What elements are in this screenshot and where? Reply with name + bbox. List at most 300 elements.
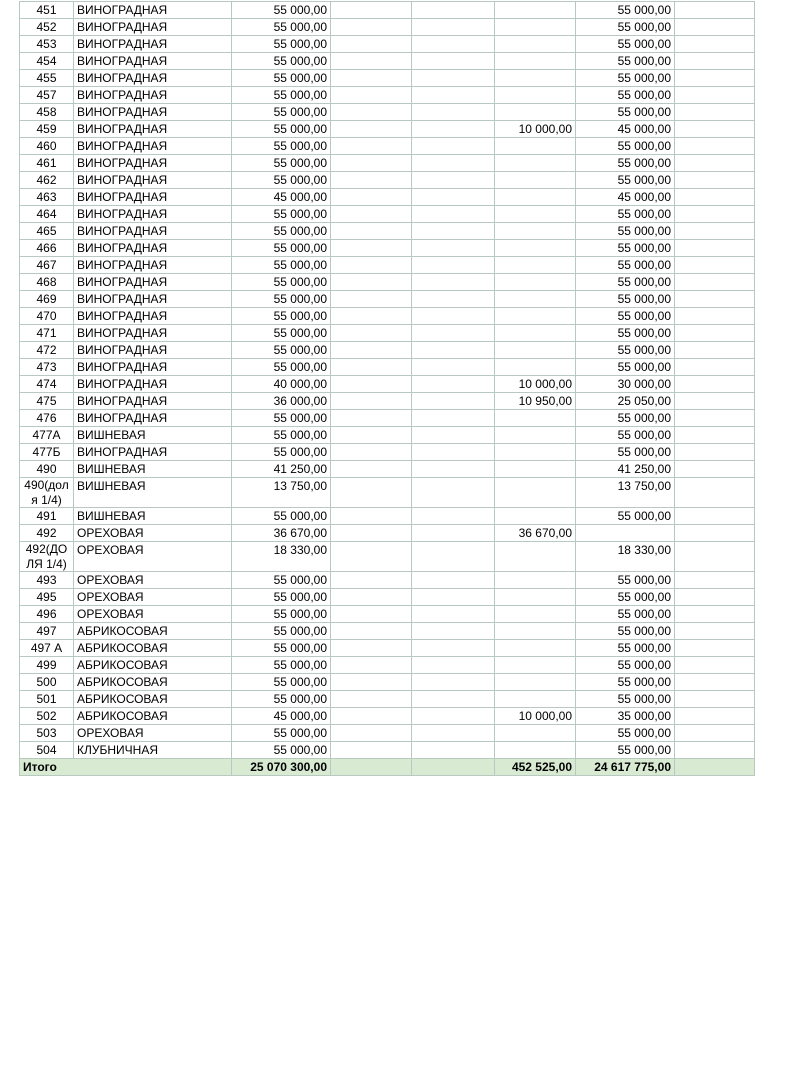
- cell-col4: [412, 742, 495, 759]
- cell-lot-number: 470: [20, 308, 74, 325]
- cell-street: ВИНОГРАДНАЯ: [74, 189, 232, 206]
- cell-charged: 55 000,00: [232, 308, 331, 325]
- table-row: [20, 70, 755, 87]
- cell-col3: [331, 376, 412, 393]
- cell-lot-number: 473: [20, 359, 74, 376]
- cell-paid: [495, 427, 576, 444]
- cell-col3: [331, 691, 412, 708]
- cell-street: ОРЕХОВАЯ: [74, 542, 232, 572]
- cell-street: АБРИКОСОВАЯ: [74, 623, 232, 640]
- cell-col4: [412, 121, 495, 138]
- cell-balance: 55 000,00: [576, 138, 675, 155]
- cell-col4: [412, 53, 495, 70]
- table-row: [20, 691, 755, 708]
- table-row: [20, 87, 755, 104]
- cell-col3: [331, 121, 412, 138]
- cell-col4: [412, 359, 495, 376]
- cell-balance: 25 050,00: [576, 393, 675, 410]
- cell-balance: 35 000,00: [576, 708, 675, 725]
- cell-col3: [331, 274, 412, 291]
- cell-col3: [331, 359, 412, 376]
- cell-col3: [331, 189, 412, 206]
- cell-lot-number: 477А: [20, 427, 74, 444]
- cell-charged: 55 000,00: [232, 606, 331, 623]
- cell-col4: [412, 708, 495, 725]
- cell-balance: 55 000,00: [576, 240, 675, 257]
- cell-charged: 55 000,00: [232, 725, 331, 742]
- table-row: [20, 2, 755, 19]
- total-row: [20, 759, 755, 776]
- cell-lot-number: 471: [20, 325, 74, 342]
- cell-balance: 55 000,00: [576, 104, 675, 121]
- cell-col7: [675, 427, 755, 444]
- cell-street: ОРЕХОВАЯ: [74, 525, 232, 542]
- cell-col7: [675, 121, 755, 138]
- cell-street: ВИНОГРАДНАЯ: [74, 257, 232, 274]
- cell-balance: 45 000,00: [576, 121, 675, 138]
- cell-col7: [675, 508, 755, 525]
- cell-col3: [331, 461, 412, 478]
- cell-paid: [495, 542, 576, 572]
- cell-lot-number: 497: [20, 623, 74, 640]
- cell-col7: [675, 376, 755, 393]
- cell-col7: [675, 206, 755, 223]
- cell-col3: [331, 525, 412, 542]
- table-row: [20, 308, 755, 325]
- cell-lot-number: 496: [20, 606, 74, 623]
- cell-col3: [331, 325, 412, 342]
- total-label: Итого: [20, 759, 232, 776]
- cell-col7: [675, 36, 755, 53]
- cell-col4: [412, 257, 495, 274]
- cell-col3: [331, 508, 412, 525]
- cell-col4: [412, 138, 495, 155]
- cell-street: ВИНОГРАДНАЯ: [74, 19, 232, 36]
- cell-street: ОРЕХОВАЯ: [74, 725, 232, 742]
- cell-balance: 55 000,00: [576, 2, 675, 19]
- cell-col7: [675, 342, 755, 359]
- cell-street: ОРЕХОВАЯ: [74, 606, 232, 623]
- cell-col4: [412, 691, 495, 708]
- cell-lot-number: 491: [20, 508, 74, 525]
- cell-col4: [412, 172, 495, 189]
- cell-lot-number: 492(ДОЛЯ 1/4): [20, 542, 74, 572]
- cell-lot-number: 465: [20, 223, 74, 240]
- cell-paid: [495, 589, 576, 606]
- cell-charged: 41 250,00: [232, 461, 331, 478]
- cell-paid: [495, 725, 576, 742]
- cell-col7: [675, 708, 755, 725]
- cell-paid: [495, 19, 576, 36]
- cell-paid: [495, 257, 576, 274]
- cell-col3: [331, 104, 412, 121]
- cell-col4: [412, 542, 495, 572]
- cell-street: ОРЕХОВАЯ: [74, 572, 232, 589]
- cell-col3: [331, 742, 412, 759]
- cell-lot-number: 490: [20, 461, 74, 478]
- total-balance: 24 617 775,00: [576, 759, 675, 776]
- cell-balance: 55 000,00: [576, 589, 675, 606]
- cell-charged: 55 000,00: [232, 342, 331, 359]
- cell-lot-number: 452: [20, 19, 74, 36]
- cell-charged: 55 000,00: [232, 657, 331, 674]
- table-row: [20, 572, 755, 589]
- cell-col3: [331, 36, 412, 53]
- cell-street: ВИНОГРАДНАЯ: [74, 342, 232, 359]
- cell-col3: [331, 393, 412, 410]
- cell-street: ВИНОГРАДНАЯ: [74, 393, 232, 410]
- cell-lot-number: 472: [20, 342, 74, 359]
- cell-col4: [412, 70, 495, 87]
- cell-col4: [412, 393, 495, 410]
- cell-col7: [675, 223, 755, 240]
- cell-charged: 55 000,00: [232, 640, 331, 657]
- cell-street: КЛУБНИЧНАЯ: [74, 742, 232, 759]
- cell-paid: [495, 444, 576, 461]
- cell-charged: 55 000,00: [232, 87, 331, 104]
- cell-col4: [412, 427, 495, 444]
- cell-col7: [675, 606, 755, 623]
- cell-lot-number: 497 А: [20, 640, 74, 657]
- cell-charged: 55 000,00: [232, 291, 331, 308]
- cell-col3: [331, 478, 412, 508]
- cell-lot-number: 468: [20, 274, 74, 291]
- cell-lot-number: 462: [20, 172, 74, 189]
- cell-col7: [675, 87, 755, 104]
- cell-balance: 55 000,00: [576, 359, 675, 376]
- cell-street: ВИНОГРАДНАЯ: [74, 223, 232, 240]
- cell-street: ВИШНЕВАЯ: [74, 461, 232, 478]
- cell-col7: [675, 589, 755, 606]
- table-row: [20, 640, 755, 657]
- table-row: [20, 53, 755, 70]
- table-row: [20, 121, 755, 138]
- cell-col4: [412, 274, 495, 291]
- cell-col7: [675, 19, 755, 36]
- cell-charged: 55 000,00: [232, 572, 331, 589]
- cell-paid: [495, 206, 576, 223]
- table-row: [20, 138, 755, 155]
- cell-charged: 55 000,00: [232, 359, 331, 376]
- cell-street: АБРИКОСОВАЯ: [74, 640, 232, 657]
- table-row: [20, 19, 755, 36]
- cell-street: ОРЕХОВАЯ: [74, 589, 232, 606]
- table-row: [20, 104, 755, 121]
- cell-col3: [331, 155, 412, 172]
- cell-street: ВИНОГРАДНАЯ: [74, 444, 232, 461]
- cell-street: АБРИКОСОВАЯ: [74, 691, 232, 708]
- cell-balance: 55 000,00: [576, 87, 675, 104]
- table-row: [20, 461, 755, 478]
- cell-col4: [412, 87, 495, 104]
- cell-col3: [331, 138, 412, 155]
- cell-col4: [412, 240, 495, 257]
- cell-col4: [412, 206, 495, 223]
- table-row: [20, 206, 755, 223]
- cell-charged: 55 000,00: [232, 240, 331, 257]
- cell-col3: [331, 542, 412, 572]
- cell-street: ВИНОГРАДНАЯ: [74, 274, 232, 291]
- cell-lot-number: 457: [20, 87, 74, 104]
- cell-lot-number: 453: [20, 36, 74, 53]
- cell-balance: 18 330,00: [576, 542, 675, 572]
- cell-lot-number: 464: [20, 206, 74, 223]
- cell-paid: [495, 325, 576, 342]
- cell-lot-number: 503: [20, 725, 74, 742]
- cell-col7: [675, 393, 755, 410]
- cell-col7: [675, 138, 755, 155]
- cell-balance: 30 000,00: [576, 376, 675, 393]
- cell-paid: [495, 478, 576, 508]
- cell-col3: [331, 640, 412, 657]
- cell-lot-number: 466: [20, 240, 74, 257]
- cell-paid: 10 000,00: [495, 376, 576, 393]
- cell-balance: 55 000,00: [576, 223, 675, 240]
- cell-street: ВИНОГРАДНАЯ: [74, 2, 232, 19]
- cell-paid: [495, 172, 576, 189]
- cell-lot-number: 492: [20, 525, 74, 542]
- cell-charged: 55 000,00: [232, 19, 331, 36]
- cell-col4: [412, 589, 495, 606]
- total-paid: 452 525,00: [495, 759, 576, 776]
- cell-col7: [675, 444, 755, 461]
- table-row: [20, 189, 755, 206]
- table-row: [20, 257, 755, 274]
- cell-balance: 55 000,00: [576, 206, 675, 223]
- cell-col7: [675, 172, 755, 189]
- cell-col7: [675, 291, 755, 308]
- cell-paid: [495, 342, 576, 359]
- cell-charged: 55 000,00: [232, 274, 331, 291]
- cell-paid: [495, 657, 576, 674]
- cell-col3: [331, 606, 412, 623]
- cell-balance: 55 000,00: [576, 691, 675, 708]
- cell-col3: [331, 410, 412, 427]
- cell-col3: [331, 427, 412, 444]
- cell-col7: [675, 525, 755, 542]
- cell-street: ВИНОГРАДНАЯ: [74, 410, 232, 427]
- cell-col7: [675, 725, 755, 742]
- cell-balance: 55 000,00: [576, 308, 675, 325]
- cell-street: ВИНОГРАДНАЯ: [74, 104, 232, 121]
- cell-col3: [331, 308, 412, 325]
- cell-col3: [331, 589, 412, 606]
- cell-charged: 13 750,00: [232, 478, 331, 508]
- cell-col3: [331, 572, 412, 589]
- table-row: [20, 708, 755, 725]
- cell-street: ВИНОГРАДНАЯ: [74, 376, 232, 393]
- data-table: [19, 1, 755, 776]
- cell-col4: [412, 325, 495, 342]
- table-row: [20, 342, 755, 359]
- cell-balance: 55 000,00: [576, 274, 675, 291]
- cell-col3: [331, 725, 412, 742]
- cell-charged: 45 000,00: [232, 708, 331, 725]
- cell-col7: [675, 623, 755, 640]
- cell-col4: [412, 223, 495, 240]
- cell-balance: 55 000,00: [576, 70, 675, 87]
- cell-street: ВИНОГРАДНАЯ: [74, 172, 232, 189]
- cell-balance: 55 000,00: [576, 410, 675, 427]
- cell-col4: [412, 291, 495, 308]
- cell-col3: [331, 206, 412, 223]
- table-row: [20, 542, 755, 572]
- cell-charged: 55 000,00: [232, 742, 331, 759]
- cell-charged: 55 000,00: [232, 104, 331, 121]
- table-row: [20, 589, 755, 606]
- table-row: [20, 674, 755, 691]
- cell-col4: [412, 36, 495, 53]
- table-body: [20, 2, 755, 759]
- cell-paid: [495, 53, 576, 70]
- cell-street: ВИНОГРАДНАЯ: [74, 155, 232, 172]
- cell-col7: [675, 257, 755, 274]
- cell-paid: [495, 70, 576, 87]
- cell-paid: [495, 640, 576, 657]
- cell-col3: [331, 674, 412, 691]
- cell-col4: [412, 308, 495, 325]
- cell-paid: [495, 138, 576, 155]
- cell-col7: [675, 742, 755, 759]
- table-row: [20, 444, 755, 461]
- cell-charged: 55 000,00: [232, 508, 331, 525]
- cell-lot-number: 454: [20, 53, 74, 70]
- cell-lot-number: 461: [20, 155, 74, 172]
- cell-charged: 36 670,00: [232, 525, 331, 542]
- cell-col7: [675, 691, 755, 708]
- cell-col7: [675, 410, 755, 427]
- cell-paid: [495, 508, 576, 525]
- cell-col7: [675, 478, 755, 508]
- cell-balance: 55 000,00: [576, 444, 675, 461]
- cell-paid: 36 670,00: [495, 525, 576, 542]
- cell-balance: 41 250,00: [576, 461, 675, 478]
- cell-paid: [495, 274, 576, 291]
- cell-balance: 55 000,00: [576, 725, 675, 742]
- cell-col4: [412, 606, 495, 623]
- cell-paid: 10 950,00: [495, 393, 576, 410]
- total-col7: [675, 759, 755, 776]
- cell-col4: [412, 640, 495, 657]
- cell-col7: [675, 70, 755, 87]
- cell-lot-number: 501: [20, 691, 74, 708]
- cell-lot-number: 469: [20, 291, 74, 308]
- cell-col3: [331, 87, 412, 104]
- cell-paid: [495, 359, 576, 376]
- cell-lot-number: 467: [20, 257, 74, 274]
- cell-street: ВИНОГРАДНАЯ: [74, 308, 232, 325]
- table-row: [20, 393, 755, 410]
- cell-lot-number: 475: [20, 393, 74, 410]
- cell-paid: [495, 742, 576, 759]
- table-row: [20, 274, 755, 291]
- cell-charged: 55 000,00: [232, 223, 331, 240]
- cell-col4: [412, 155, 495, 172]
- table-row: [20, 508, 755, 525]
- cell-col3: [331, 240, 412, 257]
- table-row: [20, 325, 755, 342]
- cell-street: ВИНОГРАДНАЯ: [74, 36, 232, 53]
- cell-charged: 55 000,00: [232, 172, 331, 189]
- cell-col3: [331, 2, 412, 19]
- cell-col3: [331, 223, 412, 240]
- cell-street: ВИШНЕВАЯ: [74, 478, 232, 508]
- cell-col7: [675, 657, 755, 674]
- cell-balance: 55 000,00: [576, 606, 675, 623]
- table-row: [20, 623, 755, 640]
- cell-col7: [675, 542, 755, 572]
- cell-col4: [412, 2, 495, 19]
- cell-paid: [495, 461, 576, 478]
- cell-charged: 55 000,00: [232, 155, 331, 172]
- cell-col4: [412, 674, 495, 691]
- cell-balance: 55 000,00: [576, 572, 675, 589]
- cell-lot-number: 460: [20, 138, 74, 155]
- cell-col3: [331, 623, 412, 640]
- cell-col7: [675, 104, 755, 121]
- cell-charged: 55 000,00: [232, 427, 331, 444]
- total-col3: [331, 759, 412, 776]
- cell-balance: 13 750,00: [576, 478, 675, 508]
- cell-col3: [331, 70, 412, 87]
- cell-lot-number: 495: [20, 589, 74, 606]
- cell-col7: [675, 674, 755, 691]
- cell-charged: 55 000,00: [232, 121, 331, 138]
- cell-lot-number: 455: [20, 70, 74, 87]
- cell-street: АБРИКОСОВАЯ: [74, 674, 232, 691]
- cell-balance: 45 000,00: [576, 189, 675, 206]
- table-row: [20, 172, 755, 189]
- cell-balance: 55 000,00: [576, 508, 675, 525]
- cell-lot-number: 459: [20, 121, 74, 138]
- cell-balance: 55 000,00: [576, 742, 675, 759]
- cell-paid: [495, 674, 576, 691]
- total-charged: 25 070 300,00: [232, 759, 331, 776]
- cell-lot-number: 504: [20, 742, 74, 759]
- cell-col4: [412, 189, 495, 206]
- cell-street: ВИНОГРАДНАЯ: [74, 206, 232, 223]
- cell-paid: [495, 691, 576, 708]
- cell-street: ВИНОГРАДНАЯ: [74, 138, 232, 155]
- cell-paid: [495, 104, 576, 121]
- cell-balance: 55 000,00: [576, 640, 675, 657]
- cell-col4: [412, 104, 495, 121]
- cell-street: ВИНОГРАДНАЯ: [74, 121, 232, 138]
- cell-col7: [675, 53, 755, 70]
- cell-paid: [495, 606, 576, 623]
- cell-lot-number: 500: [20, 674, 74, 691]
- cell-charged: 55 000,00: [232, 36, 331, 53]
- cell-col3: [331, 444, 412, 461]
- cell-balance: 55 000,00: [576, 155, 675, 172]
- cell-street: ВИШНЕВАЯ: [74, 508, 232, 525]
- cell-charged: 55 000,00: [232, 589, 331, 606]
- cell-lot-number: 502: [20, 708, 74, 725]
- cell-charged: 45 000,00: [232, 189, 331, 206]
- cell-col4: [412, 508, 495, 525]
- cell-col4: [412, 525, 495, 542]
- cell-col7: [675, 325, 755, 342]
- cell-lot-number: 490(доля 1/4): [20, 478, 74, 508]
- cell-col7: [675, 572, 755, 589]
- cell-charged: 55 000,00: [232, 444, 331, 461]
- cell-col4: [412, 572, 495, 589]
- cell-charged: 55 000,00: [232, 53, 331, 70]
- cell-paid: [495, 2, 576, 19]
- cell-paid: [495, 308, 576, 325]
- cell-lot-number: 499: [20, 657, 74, 674]
- cell-balance: 55 000,00: [576, 657, 675, 674]
